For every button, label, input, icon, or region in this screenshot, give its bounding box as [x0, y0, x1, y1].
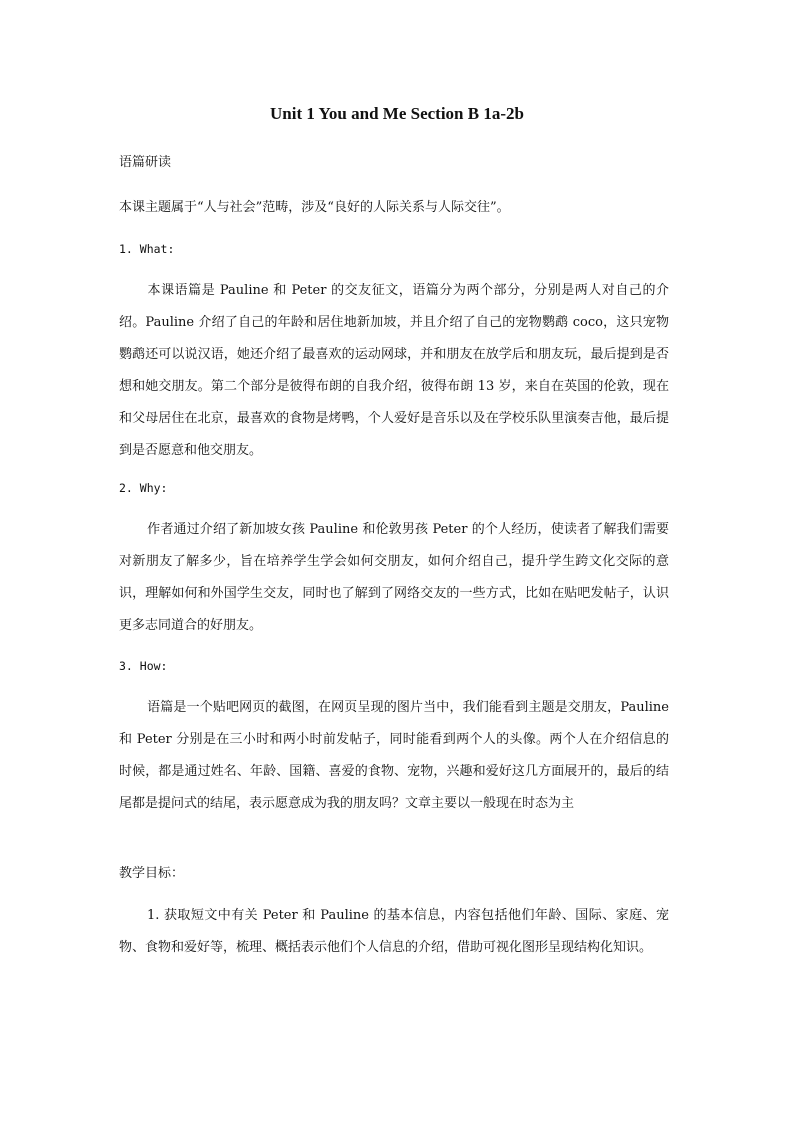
document-title: Unit 1 You and Me Section B 1a-2b: [270, 104, 524, 123]
what-paragraph: [119, 275, 669, 467]
goal-1-text: 1. 获取短文中有关 Peter 和 Pauline 的基本信息，内容包括他们年龄、国际、家庭、宠物、食物和爱好等，梳理、概括表示他们个人信息的介绍，借助可视化图形呈现结构化知识。: [119, 908, 669, 955]
why-label: 2. Why:: [119, 481, 168, 495]
section-heading: 语篇研读: [119, 155, 172, 170]
intro-text: 本课主题属于“人与社会”范畴，涉及“良好的人际关系与人际交往”。: [119, 200, 510, 215]
what-label: 1. What:: [119, 242, 175, 256]
how-paragraph: [119, 692, 669, 820]
how-text: 语篇是一个贴吧网页的截图，在网页呈现的图片当中，我们能看到主题是交朋友，Pauline 和 Peter 分别是在三小时和两小时前发帖子，同时能看到两个人的头像。两个人在介绍信息的时候，都是通过姓名、年龄、国籍、喜爱的食物、宠物，兴趣和爱好这几方面展开的，最后的结尾都是提问式的结尾，表示愿意成为我的朋友吗？文章主要以一般现在时态为主: [119, 700, 669, 811]
why-text: 作者通过介绍了新加坡女孩 Pauline 和伦敦男孩 Peter 的个人经历，使读者了解我们需要对新朋友了解多少，旨在培养学生学会如何交朋友，如何介绍自己，提升学生跨文化交际的意识，理解如何和外国学生交友，同时也了解到了网络交友的一些方式，比如在贴吧发帖子，认识更多志同道合的好朋友。: [119, 522, 669, 633]
goals-heading: 教学目标：: [119, 866, 185, 881]
how-label: 3. How:: [119, 659, 168, 673]
what-text: 本课语篇是 Pauline 和 Peter 的交友征文，语篇分为两个部分，分别是两人对自己的介绍。Pauline 介绍了自己的年龄和居住地新加坡，并且介绍了自己的宠物鹦鹉 coco，这只宠物鹦鹉还可以说汉语，她还介绍了最喜欢的运动网球，并和朋友在放学后和朋友玩，最后提到是否想和她交朋友。第二个部分是彼得布朗的自我介绍，彼得布朗 13 岁，来自在英国的伦敦，现在和父母居住在北京，最喜欢的食物是烤鸭，个人爱好是音乐以及在学校乐队里演奏吉他，最后提到是否愿意和他交朋友。: [119, 283, 669, 458]
why-paragraph: [119, 514, 669, 642]
goal-1-paragraph: [119, 900, 669, 964]
